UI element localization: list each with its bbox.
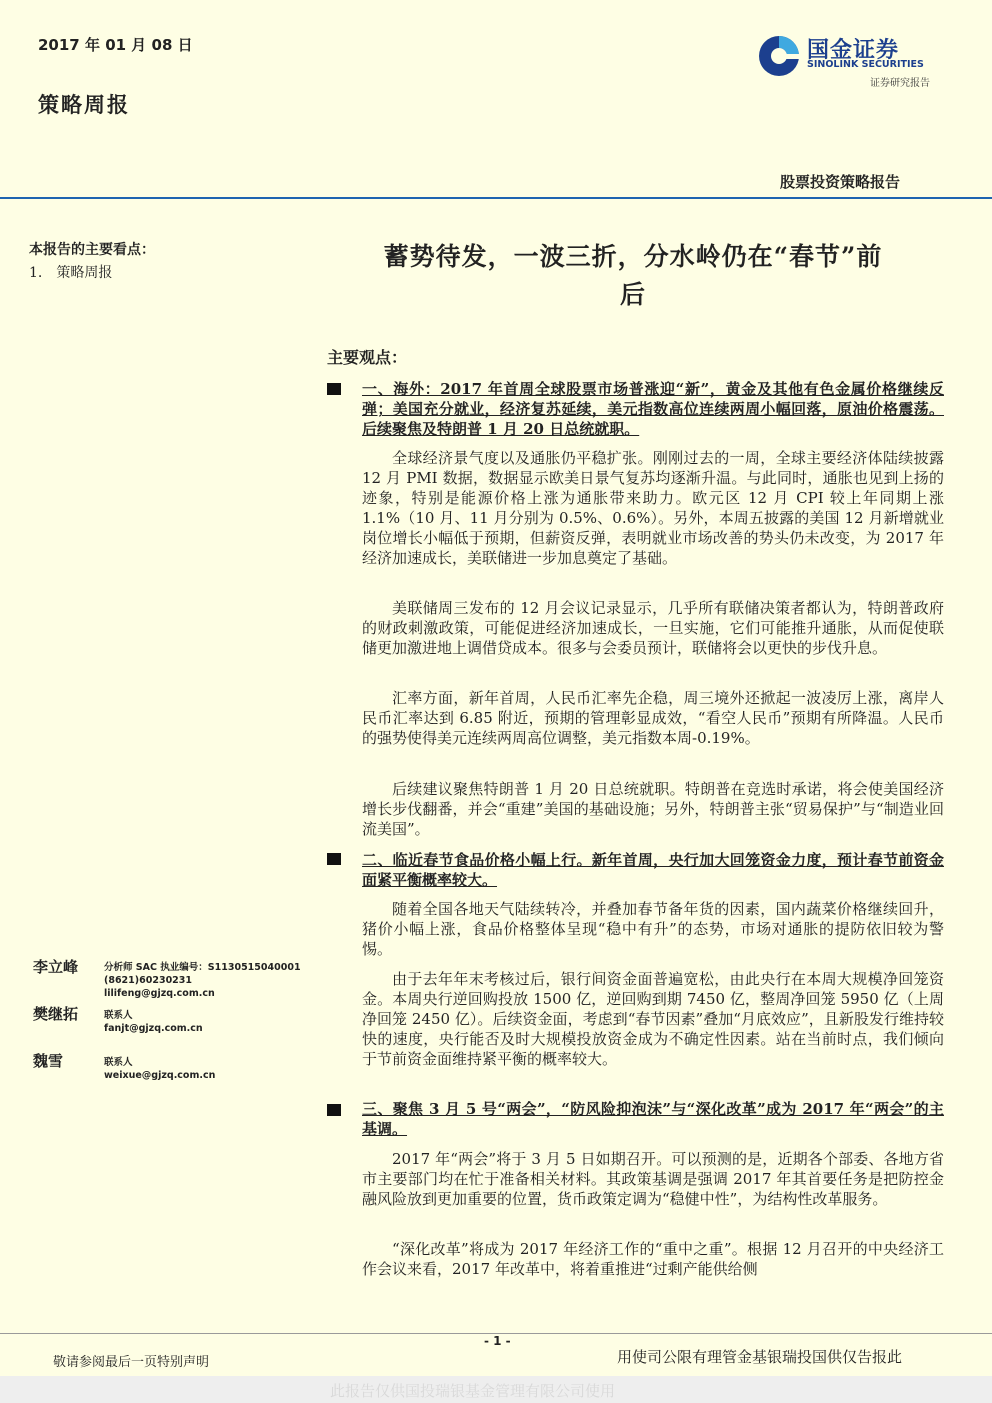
- analyst-name: 李立峰: [33, 958, 79, 976]
- section-heading: 二、临近春节食品价格小幅上行。新年首周，央行加大回笼资金力度，预计春节前资金面紧平衡概率较大。: [362, 851, 944, 889]
- body-paragraph: 汇率方面，新年首周，人民币汇率先企稳，周三境外还掀起一波凌厉上涨，离岸人民币汇率达到 6.85 附近，预期的管理彰显成效，“看空人民币”预期有所降温。人民币的强势使得美元连续两周高位调整，美元指数本周-0.19%。: [362, 689, 944, 747]
- brand-logo: [757, 31, 947, 91]
- analyst-info: [104, 1009, 203, 1035]
- body-paragraph: 全球经济景气度以及通胀仍平稳扩张。刚刚过去的一周，全球主要经济体陆续披露 12 月 PMI 数据，数据显示欧美日景气复苏均逐渐升温。与此同时，通胀也见到上扬的迹象，特别是能源价格上涨为通胀带来助力。欧元区 12 月 CPI 较上年同期上涨 1.1%（10 月、11 月分别为 0.5%、0.6%）。另外，本周五披露的美国 12 月新增就业岗位增长小幅低于预期，但薪资反弹，表明就业市场改善的势头仍未改变，为 2017 年经济加速成长，美联储进一步加息奠定了基础。: [362, 449, 944, 567]
- square-bullet-icon: [327, 383, 341, 395]
- analyst-cert: 分析师 SAC 执业编号：S1130515040001: [104, 962, 301, 973]
- body-paragraph: “深化改革”将成为 2017 年经济工作的“重中之重”。根据 12 月召开的中央经济工作会议来看，2017 年改革中，将着重推进“过剩产能供给侧: [362, 1240, 944, 1278]
- report-type: 股票投资策略报告: [780, 173, 901, 191]
- logo-chinese-name: 国金证券: [807, 38, 900, 63]
- sinolink-logo-icon: [757, 34, 801, 78]
- section-heading: 三、聚焦 3 月 5 号“两会”，“防风险抑泡沫”与“深化改革”成为 2017 年“两会”的主基调。: [362, 1100, 944, 1138]
- analyst-info: [104, 1056, 215, 1082]
- analyst-name: 魏雪: [33, 1052, 64, 1070]
- series-name: 策略周报: [38, 93, 130, 117]
- page-number: - 1 -: [484, 1334, 511, 1348]
- report-title-line: 蓄势待发，一波三折，分水岭仍在“春节”前: [383, 242, 883, 271]
- report-title: [330, 238, 936, 314]
- main-views-label: 主要观点：: [327, 348, 408, 367]
- report-title-line: 后: [619, 280, 646, 309]
- analyst-role: 联系人: [104, 1010, 133, 1021]
- body-paragraph: 后续建议聚焦特朗普 1 月 20 日总统就职。特朗普在竞选时承诺，将会使美国经济增长步伐翻番，并会“重建”美国的基础设施；另外，特朗普主张“贸易保护”与“制造业回流美国”。: [362, 780, 944, 838]
- analyst-email[interactable]: lilifeng@gjzq.com.cn: [104, 988, 215, 999]
- highlights-item: 1. 策略周报: [29, 265, 113, 281]
- square-bullet-icon: [327, 853, 341, 865]
- analyst-phone: (8621)60230231: [104, 975, 193, 986]
- square-bullet-icon: [327, 1104, 341, 1116]
- footer-notice: 敬请参阅最后一页特别声明: [53, 1355, 210, 1370]
- body-paragraph: 由于去年年末考核过后，银行间资金面普遍宽松，由此央行在本周大规模净回笼资金。本周央行逆回购投放 1500 亿，逆回购到期 7450 亿，整周净回笼 5950 亿（上周净回笼 2450 亿）。后续资金面，考虑到“春节因素”叠加“月底效应”，且新股发行维持较快的速度，央行能否及时大规模投放资金成为不确定性因素。站在当前时点，我们倾向于节前资金面维持紧平衡的概率较大。: [362, 970, 944, 1068]
- analyst-email[interactable]: fanjt@gjzq.com.cn: [104, 1023, 203, 1034]
- analyst-email[interactable]: weixue@gjzq.com.cn: [104, 1070, 216, 1081]
- analyst-name: 樊继拓: [33, 1005, 79, 1023]
- highlights-heading: 本报告的主要看点：: [29, 242, 155, 258]
- section-heading: 一、海外：2017 年首周全球股票市场普涨迎“新”，黄金及其他有色金属价格继续反弹；美国充分就业，经济复苏延续，美元指数高位连续两周小幅回落，原油价格震荡。后续聚焦及特朗普 1 月 20 日总统就职。: [362, 380, 944, 438]
- footer-disclaimer: 用使司公限有理管金基银瑞投国供仅告报此: [617, 1348, 903, 1366]
- body-paragraph: 美联储周三发布的 12 月会议记录显示，几乎所有联储决策者都认为，特朗普政府的财政刺激政策，可能促进经济加速成长，一旦实施，它们可能推升通胀，从而促使联储更加激进地上调借贷成本。很多与会委员预计，联储将会以更快的步伐升息。: [362, 599, 944, 657]
- analyst-info: [104, 961, 301, 1000]
- body-paragraph: 随着全国各地天气陆续转冷，并叠加春节备年货的因素，国内蔬菜价格继续回升，猪价小幅上涨，食品价格整体呈现“稳中有升”的态势，市场对通胀的提防依旧较为警惕。: [362, 900, 944, 958]
- analyst-role: 联系人: [104, 1057, 133, 1068]
- body-paragraph: 2017 年“两会”将于 3 月 5 日如期召开。可以预测的是，近期各个部委、各地方省市主要部门均在忙于准备相关材料。其政策基调是强调 2017 年其首要任务是把防控金融风险放到更加重要的位置，货币政策定调为“稳健中性”，为结构性改革服务。: [362, 1150, 944, 1208]
- report-date: 2017 年 01 月 08 日: [38, 36, 193, 54]
- logo-subtitle: 证券研究报告: [870, 78, 930, 89]
- watermark-text: 此报告仅供国投瑞银基金管理有限公司使用: [330, 1382, 616, 1400]
- header-divider: [0, 197, 992, 199]
- logo-english-name: SINOLINK SECURITIES: [807, 59, 924, 70]
